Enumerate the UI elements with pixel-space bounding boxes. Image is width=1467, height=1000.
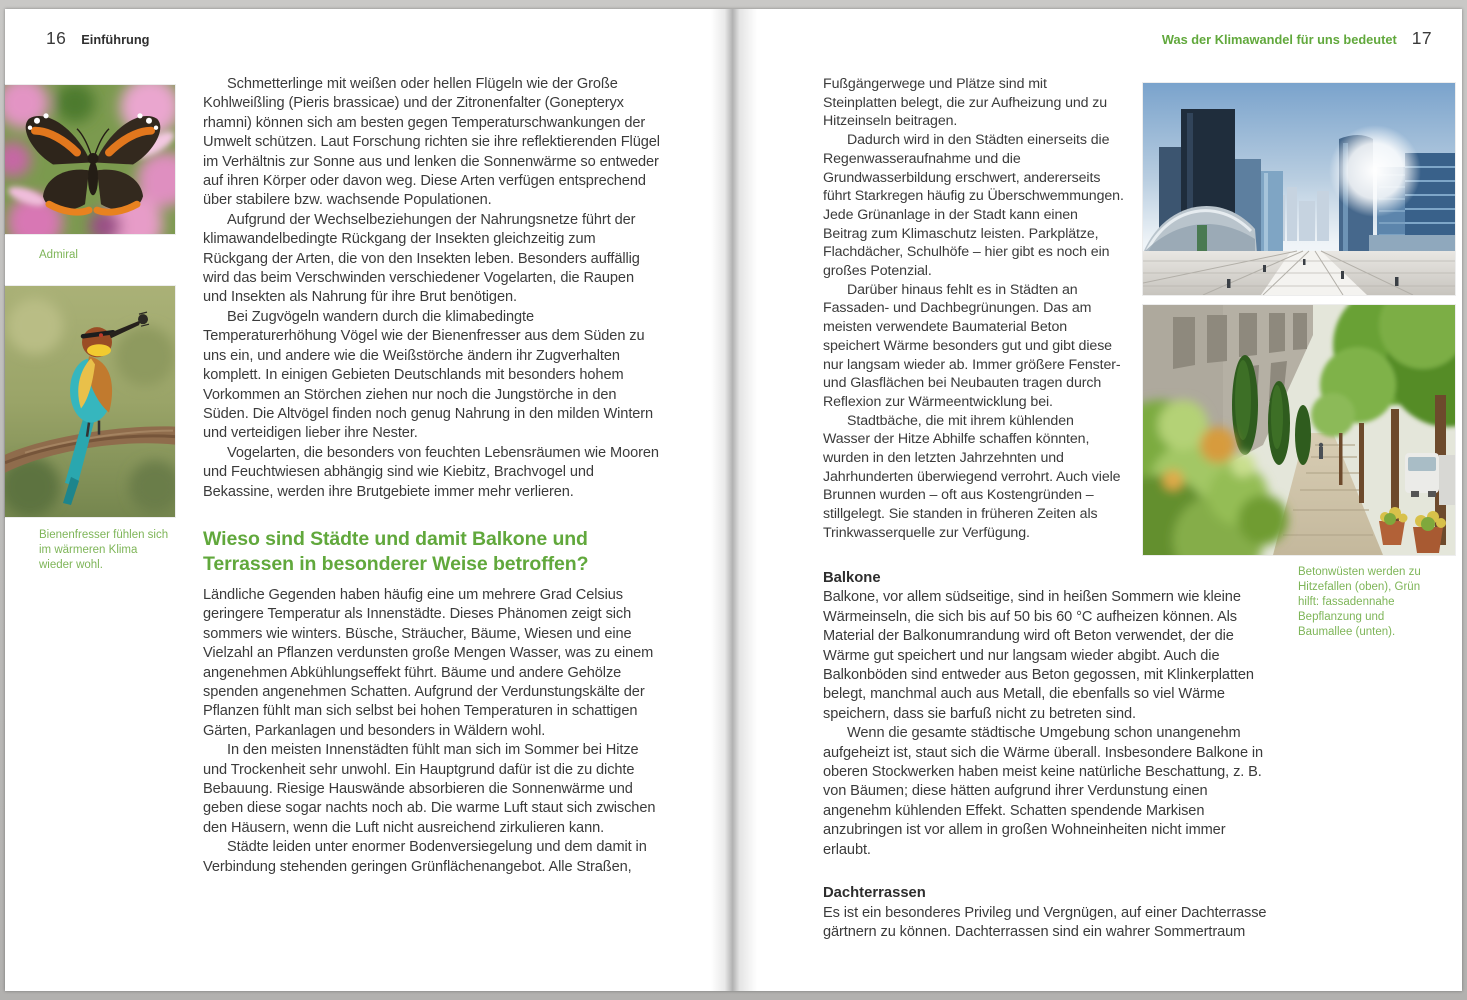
paragraph: Balkone, vor allem südseitige, sind in heißen Sommern wie kleine Wärmeinseln, die sich bis auf 50 bis 60 °C aufheizen können. Als Material der Balkonumrandung wird oft Beton verwendet, der die Wärme gut speichert und nur langsam wieder abgibt. Auch die Balkonböden sind entweder aus Beton gegossen, mit Klinkerplatten belegt, manchmal auch aus Metall, die ebenfalls so viel Wärme speichern, dass sie barfuß nicht zu betreten sind. <box>823 589 1254 722</box>
bee-eater-bird-illustration <box>5 286 175 517</box>
left-page-number: 16 <box>46 28 67 48</box>
right-page-figures <box>1143 83 1455 565</box>
chapter-title: Einführung <box>81 32 150 47</box>
running-head: Was der Klimawandel für uns bedeutet <box>1161 32 1397 47</box>
right-bottom-text-column <box>823 569 1267 942</box>
paragraph: Aufgrund der Wechselbeziehungen der Nahrungsnetze führt der klimawandelbedingte Rückgang der Insekten gleichzeitig zum Rückgang der Arten, die von den Insekten leben. Besonders auffällig wird das beim Verschwinden verschiedener Vogelarten, die Raupen und Insekten als Nahrung für ihre Brut benötigen. <box>203 211 640 306</box>
admiral-butterfly-illustration <box>5 85 175 234</box>
subheading-balkone: Balkone <box>823 570 881 586</box>
paragraph: Wenn die gesamte städtische Umgebung schon unangenehm aufgeheizt ist, staut sich die Wärme überall. Insbesondere Balkone in oberen Stockwerken haben meist keine natürliche Beschattung, z. B. von Bäumen; diese hätten aufgrund ihrer Verdunstung einen angenehm kühlenden Effekt. Schatten spendende Markisen anzubringen ist vor allem in großen Wohneinheiten nicht immer erlaubt. <box>823 725 1264 858</box>
bee-eater-caption: Bienenfresser fühlen sich im wärmeren Klima wieder wohl. <box>39 529 169 571</box>
paragraph: Bei Zugvögeln wandern durch die klimabedingte Temperaturerhöhung Vögel wie der Bienenfresser aus dem Süden zu uns ein, und andere wie die Weißstörche ändern ihr Zugverhalten komplett. In einigen Gebieten Deutschlands mit besonders hohem Vorkommen an Störchen ziehen nur noch die Jungstörche in den Süden. Die Altvögel finden noch genug Nahrung in den milden Wintern und verteidigen lieber ihre Nester. <box>203 308 654 442</box>
admiral-photo <box>5 85 175 234</box>
city-plaza-illustration <box>1143 83 1455 295</box>
page-right <box>740 9 1462 991</box>
right-page-number: 17 <box>1411 28 1432 48</box>
paragraph: Fußgängerwege und Plätze sind mit Steinplatten belegt, die zur Aufheizung und zu Hitzeinseln beitragen. <box>823 76 1108 130</box>
left-page-header <box>46 28 150 49</box>
paragraph: In den meisten Innenstädten fühlt man sich im Sommer bei Hitze und Trockenheit sehr unwohl. Ein Hauptgrund dafür ist die zu dichte Bebauung. Riesige Hauswände absorbieren die Sonnenwärme und geben diese sogar nachts noch ab. Die warme Luft staut sich zwischen den Häusern, wenn die Luft nicht ausreichend zirkulieren kann. <box>203 742 656 836</box>
page-left <box>5 9 723 991</box>
section-heading: Wieso sind Städte und damit Balkone und Terrassen in besonderer Weise betroffen? <box>203 527 589 575</box>
paragraph: Ländliche Gegenden haben häufig eine um mehrere Grad Celsius geringere Temperatur als Innenstädte. Dieses Phänomen zeigt sich sommers wie winters. Büsche, Sträucher, Bäume, Wiesen und eine Vielzahl an Pflanzen verdunsten große Mengen Wasser, was zu einem angenehmen Abkühlungseffekt führt. Bäume und andere Gehölze spenden angenehmen Schatten. Aufgrund der Verdunstungskälte der Pflanzen fühlt man sich selbst bei hohen Temperaturen in schattigen Gärten, Parkanlagen und besonders in Wäldern wohl. <box>203 586 654 739</box>
city-plaza-photo <box>1143 83 1455 295</box>
paragraph: Dadurch wird in den Städten einerseits die Regenwasseraufnahme und die Grundwasserbildung erschwert, andererseits führt Starkregen häufig zu Überschwemmungen. Jede Grünanlage in der Stadt kann einen Beitrag zum Klimaschutz leisten. Parkplätze, Flachdächer, Schulhöfe – hier gibt es noch ein großes Potenzial. <box>823 132 1124 280</box>
right-top-text-column <box>823 75 1124 543</box>
left-main-text-column <box>203 75 661 877</box>
paragraph: Städte leiden unter enormer Bodenversiegelung und dem damit in Verbindung stehenden geringen Grünflächenangebot. Alle Straßen, <box>203 839 647 875</box>
bee-eater-photo <box>5 286 175 517</box>
city-figures-caption: Betonwüsten werden zu Hitzefallen (oben), Grün hilft: fassadennahe Bepflanzung und Baumallee (unten). <box>1298 566 1421 638</box>
paragraph: Darüber hinaus fehlt es in Städten an Fassaden- und Dachbegrünungen. Das am meisten verwendete Baumaterial Beton speichert Wärme besonders gut und gibt diese nur langsam wieder ab. Immer größere Fenster- und Glasflächen bei Neubauten tragen durch Reflexion zur Wärmeentwicklung bei. <box>823 281 1121 410</box>
book-spread <box>5 9 1462 991</box>
paragraph: Schmetterlinge mit weißen oder hellen Flügeln wie der Große Kohlweißling (Pieris brassicae) und der Zitronenfalter (Gonepteryx rhamni) können sich am besten gegen Temperaturschwankungen der Umwelt schützen. Laut Forschung richten sie ihre reflektierenden Flügel im Verhältnis zur Sonne aus und lenken die Sonnenwärme so entweder auf ihren Körper oder davon weg. Diese Arten verfügen entsprechend über stabilere bzw. wachsende Populationen. <box>203 76 660 209</box>
green-street-illustration <box>1143 305 1455 555</box>
subheading-dachterrassen: Dachterrassen <box>823 885 926 902</box>
admiral-caption: Admiral <box>39 249 78 261</box>
right-page-header <box>1162 28 1432 49</box>
green-street-photo <box>1143 305 1455 555</box>
paragraph: Vogelarten, die besonders von feuchten Lebensräumen wie Mooren und Feuchtwiesen abhängig sind wie Kiebitz, Brachvogel und Bekassine, werden ihre Brutgebiete immer mehr verlieren. <box>203 444 659 500</box>
paragraph: Es ist ein besonderes Privileg und Vergnügen, auf einer Dachterrasse gärtnern zu können. Dachterrassen sind ein wahrer Sommertraum <box>823 904 1267 940</box>
paragraph: Stadtbäche, die mit ihrem kühlenden Wasser der Hitze Abhilfe schaffen könnten, wurden in den letzten Jahrzehnten und Jahrhunderten überwiegend verrohrt. Auch viele Brunnen wurden – oft aus Kostengründen – stillgelegt. Sie standen in früheren Zeiten als Trinkwasserquelle zur Verfügung. <box>823 412 1121 541</box>
